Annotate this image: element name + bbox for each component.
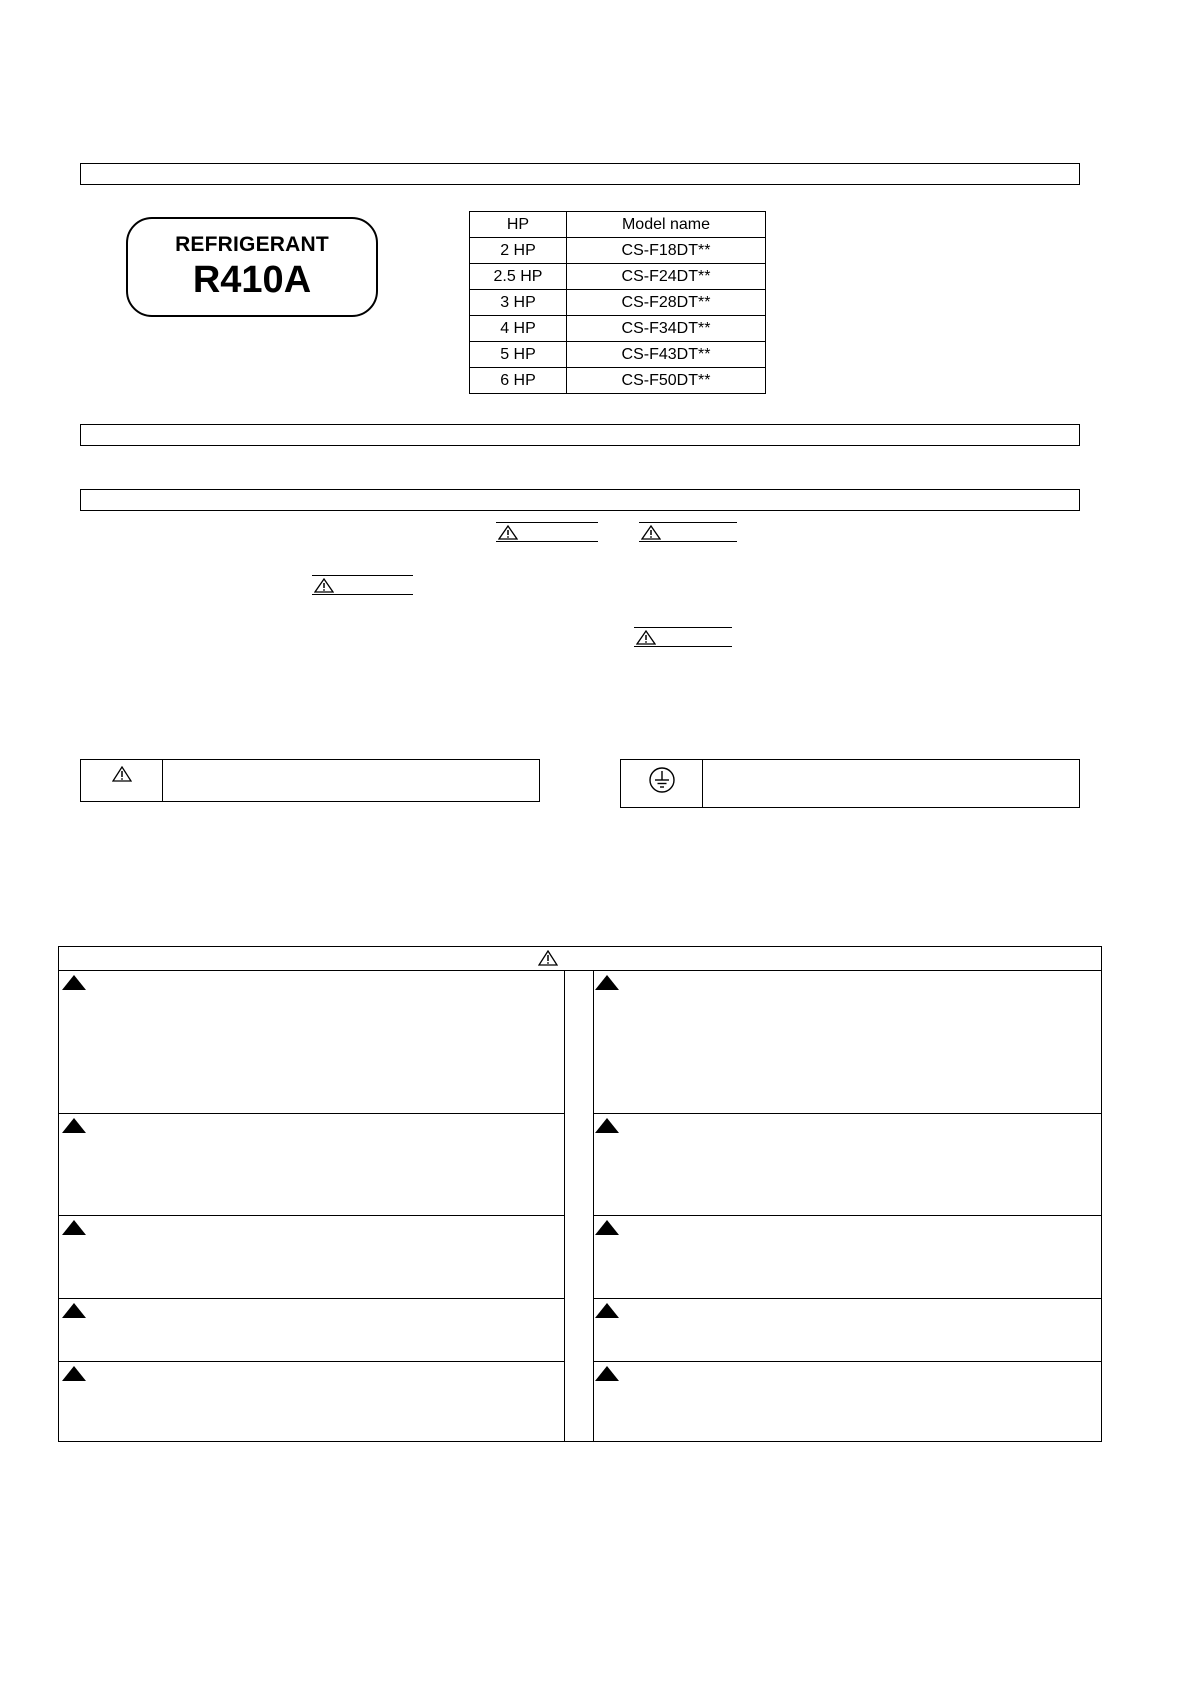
row-hp: 4 HP <box>470 316 567 342</box>
caution-symbol-cell <box>81 760 163 801</box>
warning-triangle-icon <box>498 525 518 540</box>
filled-triangle-icon <box>594 974 620 991</box>
warning-cell-right-2 <box>594 1114 1101 1216</box>
refrigerant-label: REFRIGERANT <box>175 233 329 256</box>
warning-cell-right-4 <box>594 1299 1101 1362</box>
warning-cell-left-1 <box>59 971 564 1114</box>
row-model: CS-F34DT** <box>567 316 766 342</box>
earth-ground-icon <box>648 766 676 794</box>
caution-marker-3 <box>312 575 413 595</box>
warning-triangle-icon <box>314 578 334 593</box>
earth-symbol-cell <box>621 760 703 807</box>
warning-triangle-icon <box>641 525 661 540</box>
table-row <box>470 368 766 394</box>
row-hp: 2 HP <box>470 238 567 264</box>
filled-triangle-icon <box>61 1365 87 1382</box>
row-model: CS-F24DT** <box>567 264 766 290</box>
row-model: CS-F28DT** <box>567 290 766 316</box>
warning-cell-left-5 <box>59 1362 564 1441</box>
warning-triangle-icon <box>112 766 132 782</box>
filled-triangle-icon <box>61 1302 87 1319</box>
warning-grid <box>58 946 1102 1442</box>
header-hp: HP <box>470 212 567 238</box>
filled-triangle-icon <box>594 1365 620 1382</box>
row-model: CS-F18DT** <box>567 238 766 264</box>
filled-triangle-icon <box>61 974 87 991</box>
section-header-bar-2 <box>80 424 1080 446</box>
model-table <box>469 211 766 394</box>
filled-triangle-icon <box>61 1219 87 1236</box>
caution-marker-1 <box>496 522 598 542</box>
filled-triangle-icon <box>594 1302 620 1319</box>
caution-marker-2 <box>639 522 737 542</box>
table-header-row <box>470 212 766 238</box>
row-hp: 6 HP <box>470 368 567 394</box>
row-hp: 5 HP <box>470 342 567 368</box>
table-row <box>470 316 766 342</box>
warning-triangle-icon <box>538 950 558 966</box>
header-model-name: Model name <box>567 212 766 238</box>
row-model: CS-F50DT** <box>567 368 766 394</box>
warning-grid-header <box>59 947 1101 971</box>
filled-triangle-icon <box>594 1219 620 1236</box>
filled-triangle-icon <box>594 1117 620 1134</box>
row-hp: 2.5 HP <box>470 264 567 290</box>
warning-cell-right-5 <box>594 1362 1101 1441</box>
caution-symbol-box <box>80 759 540 802</box>
warning-cell-right-1 <box>594 971 1101 1114</box>
section-header-bar-3 <box>80 489 1080 511</box>
row-model: CS-F43DT** <box>567 342 766 368</box>
table-row <box>470 290 766 316</box>
row-hp: 3 HP <box>470 290 567 316</box>
warning-cell-right-3 <box>594 1216 1101 1299</box>
table-row <box>470 264 766 290</box>
table-row <box>470 342 766 368</box>
earth-symbol-description <box>703 760 1079 807</box>
section-header-bar-1 <box>80 163 1080 185</box>
warning-triangle-icon <box>636 630 656 645</box>
grid-divider-left <box>564 971 565 1441</box>
caution-marker-4 <box>634 627 732 647</box>
refrigerant-badge <box>126 217 378 317</box>
filled-triangle-icon <box>61 1117 87 1134</box>
caution-symbol-description <box>163 760 539 801</box>
refrigerant-code: R410A <box>192 259 312 301</box>
warning-cell-left-4 <box>59 1299 564 1362</box>
earth-symbol-box <box>620 759 1080 808</box>
warning-cell-left-3 <box>59 1216 564 1299</box>
table-row <box>470 238 766 264</box>
warning-cell-left-2 <box>59 1114 564 1216</box>
